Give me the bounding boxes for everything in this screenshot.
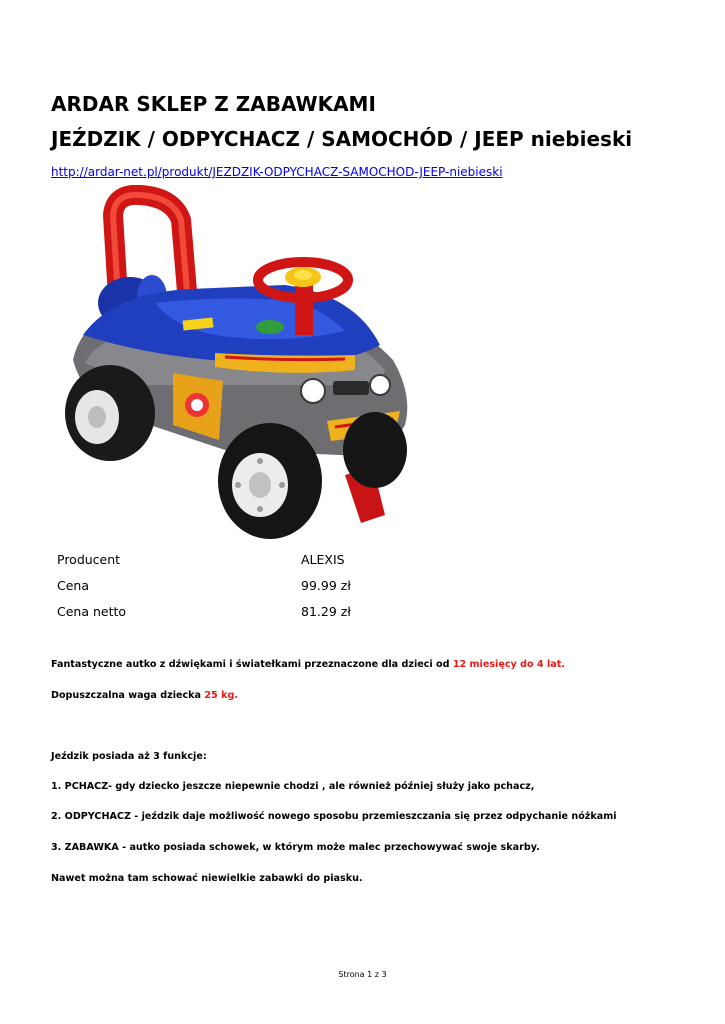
function-note: Nawet można tam schować niewielkie zabawki do piasku. — [51, 873, 363, 884]
spec-label: Producent — [57, 552, 121, 567]
function-2: 2. ODPYCHACZ - jeździk daje możliwość nowego sposobu przemieszczania się przez odpychanie nóżkami — [51, 811, 617, 822]
spec-label: Cena — [57, 578, 90, 593]
description-age — [51, 659, 565, 670]
age-range-highlight: 12 miesięcy do 4 lat. — [452, 659, 565, 670]
description-weight — [51, 690, 238, 701]
spec-value: ALEXIS — [301, 552, 345, 567]
product-link[interactable]: http://ardar-net.pl/produkt/JEZDZIK-ODPYCHACZ-SAMOCHOD-JEEP-niebieski — [51, 165, 503, 179]
function-1: 1. PCHACZ- gdy dziecko jeszcze niepewnie chodzi , ale również później służy jako pchacz, — [51, 781, 535, 792]
spec-label: Cena netto — [57, 604, 127, 619]
page-number: Strona 1 z 3 — [338, 970, 387, 979]
description-text: Fantastyczne autko z dźwiękami i światełkami przeznaczone dla dzieci od — [51, 659, 453, 670]
function-3: 3. ZABAWKA - autko posiada schowek, w którym może malec przechowywać swoje skarby. — [51, 842, 540, 853]
product-title: JEŹDZIK / ODPYCHACZ / SAMOCHÓD / JEEP niebieski — [51, 127, 633, 151]
product-image — [55, 185, 415, 545]
spec-value: 99.99 zł — [301, 578, 351, 593]
description-text: Dopuszczalna waga dziecka — [51, 690, 205, 701]
store-title: ARDAR SKLEP Z ZABAWKAMI — [51, 92, 376, 116]
spec-value: 81.29 zł — [301, 604, 351, 619]
weight-highlight: 25 kg. — [204, 690, 238, 701]
functions-intro: Jeździk posiada aż 3 funkcje: — [51, 751, 207, 762]
